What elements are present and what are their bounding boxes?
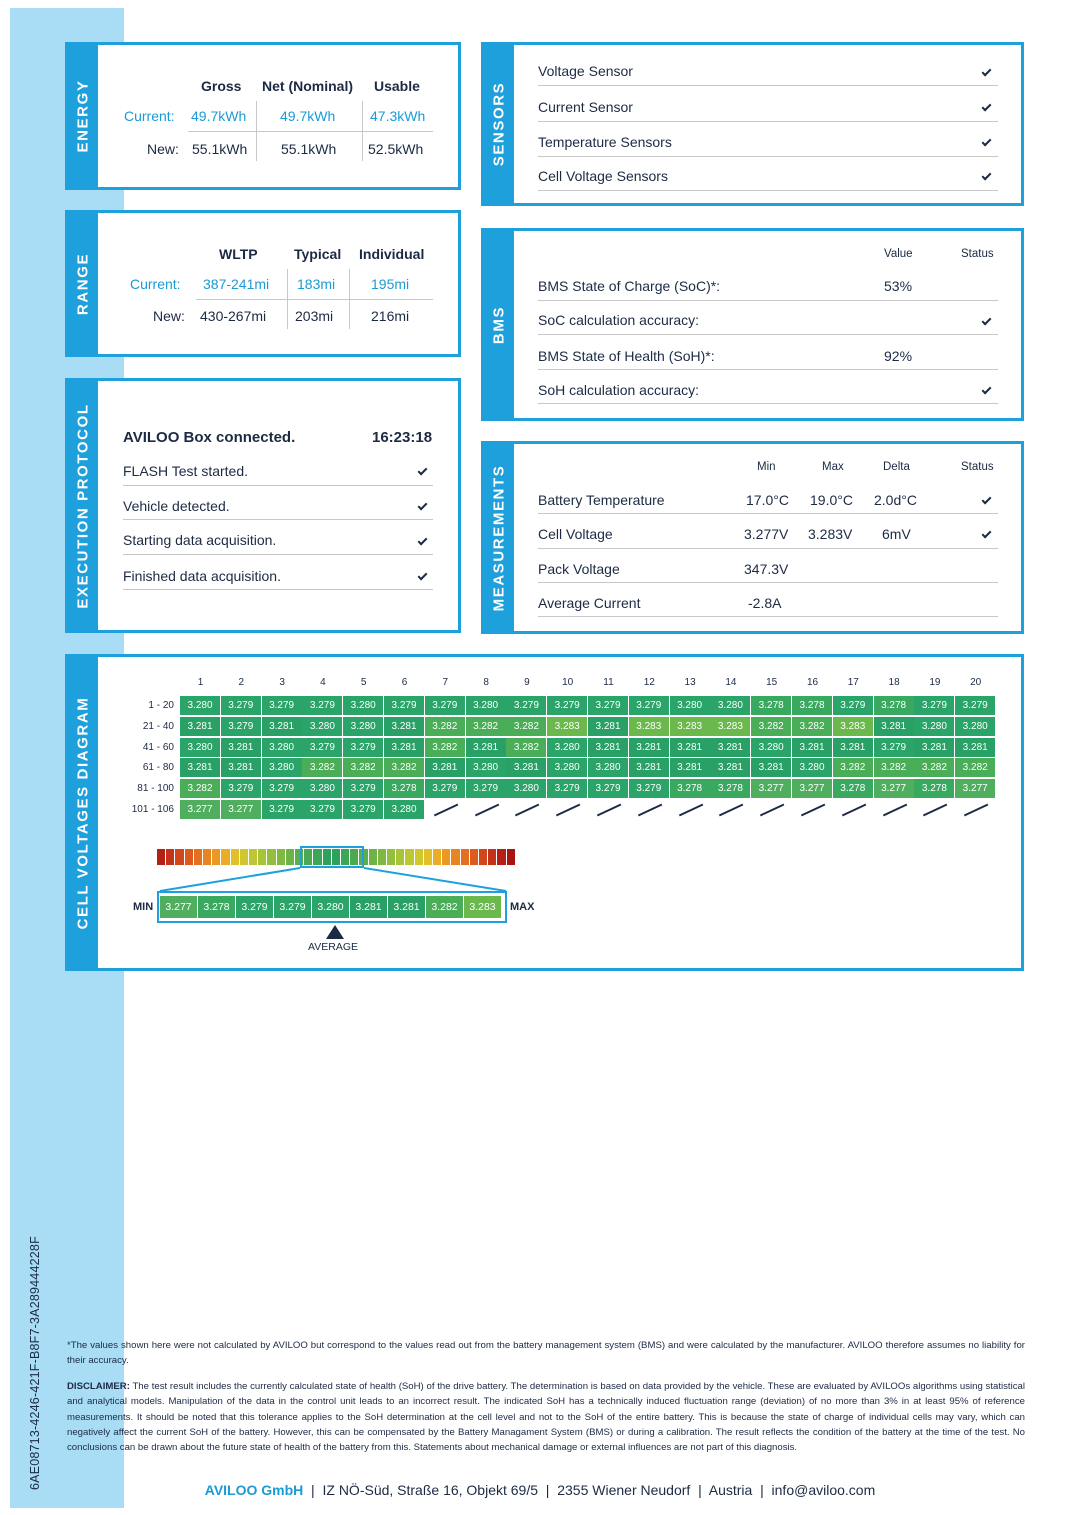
energy-header-usable: Usable — [374, 78, 420, 94]
scale-max-label: MAX — [510, 901, 535, 913]
cell-voltage: 3.278 — [710, 779, 750, 798]
check-icon — [982, 385, 992, 395]
meas-col-max: Max — [822, 461, 844, 473]
cell-voltage: 3.282 — [302, 758, 342, 777]
average-marker-icon — [326, 925, 344, 939]
cell-voltage: 3.282 — [180, 779, 220, 798]
scale-cell: 3.279 — [236, 896, 273, 918]
cell-voltage: 3.279 — [547, 696, 587, 715]
cell-voltage: 3.281 — [670, 758, 710, 777]
cell-voltage: 3.282 — [343, 758, 383, 777]
cell-voltage: 3.280 — [262, 738, 302, 757]
disclaimer-text: The test result includes the currently calculated state of health (SoH) of the drive battery. The determination is based on data provided by the vehicle. These are evaluated by AVILOOs algorithms using statistical and analytical models. Manipulation of the data in the control unit leads to an incorrect result. The indicated SoH has a technically induced fluctuation range (deviation) of no more than 3% in at least 95% of reference measurements. It should be noted that this tolerance applies to the SoH determination at the cell level and not to the SoH of the entire battery. This is because the state of charge of individual cells may vary, which can negatively affect the current SoH of the battery. However, this can be compensated by the Battery Managament System (BMS) or during a calibration. The result reflects the condition of the battery at the time of the test. No conclusions can be drawn about the future state of health of the battery from this. Statements about mechanical damage or external influences are not part of this diagnosis. — [67, 1381, 1025, 1454]
cell-voltage: 3.282 — [792, 717, 832, 736]
cell-voltage: 3.279 — [833, 696, 873, 715]
gradient-segment — [369, 849, 377, 865]
cell-voltage: 3.280 — [384, 800, 424, 819]
gradient-segment — [157, 849, 165, 865]
check-icon — [418, 571, 428, 581]
meas-row-min: 17.0°C — [746, 492, 789, 508]
cell-voltages-tab — [68, 657, 98, 968]
empty-cell-mark — [474, 804, 498, 816]
column-number: 8 — [483, 677, 489, 688]
gradient-segment — [405, 849, 413, 865]
gradient-segment — [175, 849, 183, 865]
footer-company: AVILOO GmbH — [204, 1482, 304, 1498]
cell-voltage: 3.280 — [914, 717, 954, 736]
cell-voltage: 3.280 — [792, 758, 832, 777]
meas-col-status: Status — [961, 461, 994, 473]
cell-voltage: 3.280 — [506, 779, 546, 798]
energy-new-label: New: — [147, 141, 179, 157]
range-current-typical: 183mi — [297, 276, 336, 292]
range-new-wltp: 430-267mi — [200, 308, 267, 324]
cell-voltage: 3.279 — [425, 696, 465, 715]
cell-voltage: 3.279 — [343, 779, 383, 798]
disclaimer-label: DISCLAIMER: — [67, 1381, 130, 1392]
scale-cell: 3.282 — [426, 896, 463, 918]
energy-new-gross: 55.1kWh — [192, 141, 248, 157]
gradient-segment — [249, 849, 257, 865]
cell-voltage: 3.280 — [547, 738, 587, 757]
meas-row-min: 347.3V — [744, 561, 789, 577]
range-current-individual: 195mi — [371, 276, 410, 292]
row-label: 81 - 100 — [137, 783, 174, 795]
scale-cell: 3.278 — [198, 896, 235, 918]
check-icon — [418, 466, 428, 476]
cell-voltage: 3.279 — [302, 696, 342, 715]
empty-cell-mark — [515, 804, 539, 816]
sensor-item: Voltage Sensor — [538, 63, 633, 79]
column-number: 2 — [238, 677, 245, 688]
cell-voltage: 3.280 — [670, 696, 710, 715]
cell-voltage: 3.281 — [221, 758, 261, 777]
range-divider — [196, 299, 433, 300]
protocol-connected: AVILOO Box connected. — [123, 429, 296, 446]
cell-voltage: 3.279 — [262, 800, 302, 819]
row-label: 21 - 40 — [142, 720, 174, 732]
energy-tab — [68, 45, 98, 187]
gradient-segment — [240, 849, 248, 865]
meas-row-delta: 6mV — [882, 526, 911, 542]
cell-voltage: 3.278 — [914, 779, 954, 798]
gradient-segment — [424, 849, 432, 865]
column-number: 17 — [847, 677, 859, 688]
cell-voltage: 3.279 — [343, 800, 383, 819]
gradient-segment — [166, 849, 174, 865]
cell-voltage: 3.280 — [262, 758, 302, 777]
gradient-segment — [286, 849, 294, 865]
range-panel — [65, 210, 461, 357]
cell-voltage: 3.282 — [466, 717, 506, 736]
cell-voltage: 3.282 — [914, 758, 954, 777]
cell-voltage: 3.279 — [302, 800, 342, 819]
empty-cell-mark — [842, 804, 866, 816]
cell-voltage: 3.281 — [629, 758, 669, 777]
empty-cell-mark — [719, 804, 743, 816]
bms-title: BMS — [490, 305, 508, 344]
range-current-label: Current: — [130, 276, 181, 292]
gradient-segment — [470, 849, 478, 865]
energy-new-usable: 52.5kWh — [368, 141, 424, 157]
cell-voltage: 3.279 — [588, 779, 628, 798]
empty-cell-mark — [434, 804, 458, 816]
cell-voltage: 3.279 — [914, 696, 954, 715]
cell-voltage: 3.278 — [833, 779, 873, 798]
gradient-segment — [396, 849, 404, 865]
meas-row-max: 19.0°C — [810, 492, 853, 508]
energy-header-gross: Gross — [201, 78, 242, 94]
empty-cell-mark — [760, 804, 784, 816]
cell-voltage: 3.283 — [833, 717, 873, 736]
cell-voltage: 3.280 — [302, 717, 342, 736]
cell-voltage: 3.280 — [466, 758, 506, 777]
meas-row-min: 3.277V — [744, 526, 789, 542]
cell-voltage: 3.283 — [629, 717, 669, 736]
cell-voltage: 3.279 — [588, 696, 628, 715]
protocol-step: Finished data acquisition. — [123, 568, 281, 584]
gradient-segment — [378, 849, 386, 865]
gradient-segment — [488, 849, 496, 865]
scale-cell: 3.281 — [350, 896, 387, 918]
cell-voltage: 3.279 — [466, 779, 506, 798]
protocol-step: Vehicle detected. — [123, 498, 230, 514]
empty-cell-mark — [964, 804, 988, 816]
bms-col-status: Status — [961, 248, 994, 260]
column-number: 11 — [603, 677, 614, 688]
cell-voltage: 3.279 — [302, 738, 342, 757]
column-number: 18 — [888, 677, 900, 688]
cell-voltage: 3.280 — [588, 758, 628, 777]
cell-voltage: 3.277 — [221, 800, 261, 819]
cell-voltage: 3.277 — [751, 779, 791, 798]
cell-voltage: 3.278 — [792, 696, 832, 715]
document-id: 6AE08713-4246-421F-B8F7-3A289444228F — [28, 1236, 42, 1490]
cell-voltage: 3.277 — [955, 779, 995, 798]
gradient-segment — [461, 849, 469, 865]
energy-current-label: Current: — [124, 108, 175, 124]
gradient-segment — [415, 849, 423, 865]
cell-voltage: 3.280 — [751, 738, 791, 757]
column-number: 9 — [524, 677, 530, 688]
energy-panel — [65, 42, 461, 190]
bms-row-value: 92% — [884, 348, 913, 364]
measurements-tab — [484, 444, 514, 631]
meas-row-label: Pack Voltage — [538, 561, 620, 577]
protocol-step: FLASH Test started. — [123, 463, 249, 479]
cell-voltage: 3.281 — [425, 758, 465, 777]
cell-voltage: 3.279 — [221, 696, 261, 715]
footer-city: 2355 Wiener Neudorf — [557, 1482, 691, 1498]
cell-voltage: 3.282 — [425, 738, 465, 757]
column-number: 12 — [643, 677, 655, 688]
sensor-item: Cell Voltage Sensors — [538, 168, 668, 184]
column-number: 6 — [401, 677, 408, 688]
gradient-segment — [387, 849, 395, 865]
gradient-segment — [194, 849, 202, 865]
protocol-panel — [65, 378, 461, 633]
cell-voltage: 3.279 — [874, 738, 914, 757]
energy-current-net: 49.7kWh — [280, 108, 336, 124]
energy-header-net: Net (Nominal) — [262, 78, 353, 94]
cell-voltage: 3.281 — [710, 738, 750, 757]
check-icon — [982, 102, 992, 112]
cell-voltage: 3.281 — [466, 738, 506, 757]
gradient-segment — [203, 849, 211, 865]
cell-voltage: 3.281 — [588, 717, 628, 736]
cell-voltage: 3.282 — [384, 758, 424, 777]
cell-voltage: 3.282 — [425, 717, 465, 736]
scale-cell: 3.281 — [388, 896, 425, 918]
cell-voltage: 3.279 — [262, 779, 302, 798]
meas-row-delta: 2.0d°C — [874, 492, 917, 508]
meas-row-label: Average Current — [538, 595, 641, 611]
gradient-segment — [277, 849, 285, 865]
cell-voltage: 3.279 — [629, 779, 669, 798]
cell-voltage: 3.280 — [343, 696, 383, 715]
cell-voltage: 3.280 — [343, 717, 383, 736]
footer-address: IZ NÖ-Süd, Straße 16, Objekt 69/5 — [322, 1482, 539, 1498]
scale-min-label: MIN — [133, 901, 154, 913]
meas-col-delta: Delta — [883, 461, 910, 473]
cell-voltage: 3.282 — [874, 758, 914, 777]
bms-col-value: Value — [884, 248, 913, 260]
disclaimer — [67, 1379, 1025, 1455]
column-number: 7 — [442, 677, 449, 688]
row-label: 1 - 20 — [148, 700, 174, 711]
cell-voltage: 3.281 — [180, 717, 220, 736]
empty-cell-mark — [597, 804, 621, 816]
gradient-segment — [479, 849, 487, 865]
gradient-segment — [212, 849, 220, 865]
bms-row-label: BMS State of Health (SoH)*: — [538, 348, 715, 364]
energy-title: ENERGY — [74, 79, 92, 153]
measurements-title: MEASUREMENTS — [490, 464, 508, 611]
cell-voltage: 3.280 — [466, 696, 506, 715]
row-label: 61 - 80 — [142, 762, 174, 774]
check-icon — [982, 495, 992, 505]
cell-voltage: 3.282 — [751, 717, 791, 736]
empty-cell-mark — [801, 804, 825, 816]
cell-voltage: 3.281 — [710, 758, 750, 777]
bms-row-value: 53% — [884, 278, 913, 294]
empty-cell-mark — [638, 804, 662, 816]
scale-cell: 3.283 — [464, 896, 501, 918]
cell-voltage: 3.277 — [180, 800, 220, 819]
cell-voltages-title: CELL VOLTAGES DIAGRAM — [74, 696, 92, 929]
cell-voltage: 3.281 — [792, 738, 832, 757]
gradient-segment — [221, 849, 229, 865]
range-title: RANGE — [74, 252, 92, 315]
column-number: 3 — [279, 677, 285, 688]
page-footer: AVILOO GmbH | IZ NÖ-Süd, Straße 16, Objekt 69/5 | 2355 Wiener Neudorf | Austria | info@aviloo.com — [204, 1482, 876, 1498]
cell-voltage: 3.279 — [384, 696, 424, 715]
cell-voltage: 3.279 — [547, 779, 587, 798]
bms-note: *The values shown here were not calculated by AVILOO but correspond to the values read out from the battery management system (BMS) and were calculated by the manufacturer. AVILOO therefore assumes no liability for their accuracy. — [67, 1340, 1025, 1367]
cell-voltage: 3.282 — [506, 717, 546, 736]
check-icon — [418, 536, 428, 546]
gradient-segment — [267, 849, 275, 865]
cell-voltage: 3.279 — [506, 696, 546, 715]
cell-voltage: 3.279 — [425, 779, 465, 798]
range-header-typical: Typical — [294, 246, 342, 262]
bms-panel — [481, 228, 1024, 421]
cell-voltage: 3.281 — [384, 738, 424, 757]
cell-voltage: 3.279 — [262, 696, 302, 715]
cell-voltage: 3.279 — [221, 779, 261, 798]
cell-voltage: 3.281 — [955, 738, 995, 757]
row-label: 41 - 60 — [142, 741, 174, 753]
meas-row-label: Battery Temperature — [538, 492, 665, 508]
gradient-segment — [451, 849, 459, 865]
cell-voltage: 3.281 — [384, 717, 424, 736]
cell-voltage: 3.281 — [506, 758, 546, 777]
sensors-title: SENSORS — [490, 81, 508, 167]
footer-email: info@aviloo.com — [771, 1482, 876, 1498]
gradient-segment — [185, 849, 193, 865]
meas-row-max: 3.283V — [808, 526, 853, 542]
meas-row-min: -2.8A — [748, 595, 782, 611]
empty-cell-mark — [882, 804, 906, 816]
cell-voltage: 3.278 — [384, 779, 424, 798]
bms-row-label: SoC calculation accuracy: — [538, 312, 700, 328]
scale-cell: 3.280 — [312, 896, 349, 918]
cell-voltage: 3.280 — [302, 779, 342, 798]
row-label: 101 - 106 — [131, 804, 174, 815]
cell-voltage: 3.280 — [180, 696, 220, 715]
cell-voltages-panel — [65, 654, 1024, 971]
bms-row-label: BMS State of Charge (SoC)*: — [538, 278, 721, 294]
cell-voltage: 3.278 — [874, 696, 914, 715]
column-number: 13 — [684, 677, 696, 688]
cell-voltage: 3.279 — [221, 717, 261, 736]
protocol-time: 16:23:18 — [372, 429, 433, 446]
energy-current-gross: 49.7kWh — [191, 108, 247, 124]
protocol-tab — [68, 381, 98, 630]
column-number: 20 — [970, 677, 982, 688]
energy-new-net: 55.1kWh — [281, 141, 337, 157]
column-number: 16 — [806, 677, 819, 688]
cell-voltage: 3.281 — [629, 738, 669, 757]
column-number: 19 — [929, 677, 941, 688]
cell-voltage: 3.282 — [506, 738, 546, 757]
cell-voltage: 3.281 — [751, 758, 791, 777]
cell-voltage: 3.282 — [833, 758, 873, 777]
sensors-panel — [481, 42, 1024, 206]
range-header-individual: Individual — [359, 246, 425, 262]
cell-voltage: 3.277 — [792, 779, 832, 798]
cell-voltage: 3.283 — [547, 717, 587, 736]
cell-voltage: 3.280 — [180, 738, 220, 757]
gradient-segment — [258, 849, 266, 865]
check-icon — [982, 137, 992, 147]
protocol-title: EXECUTION PROTOCOL — [74, 402, 92, 609]
cell-voltage: 3.278 — [670, 779, 710, 798]
check-icon — [982, 171, 992, 181]
gradient-segment — [442, 849, 450, 865]
cell-voltage: 3.280 — [547, 758, 587, 777]
column-number: 4 — [320, 677, 326, 688]
range-current-wltp: 387-241mi — [203, 276, 270, 292]
column-number: 15 — [766, 677, 778, 688]
column-number: 14 — [725, 677, 737, 688]
meas-row-label: Cell Voltage — [538, 526, 613, 542]
cell-voltage: 3.279 — [343, 738, 383, 757]
gradient-segment — [497, 849, 505, 865]
check-icon — [982, 316, 992, 326]
cell-voltage: 3.278 — [751, 696, 791, 715]
cell-voltage: 3.280 — [955, 717, 995, 736]
range-tab — [68, 213, 98, 354]
cell-voltage: 3.280 — [710, 696, 750, 715]
column-number: 10 — [562, 677, 574, 688]
cell-voltage: 3.279 — [955, 696, 995, 715]
measurements-panel — [481, 441, 1024, 634]
scale-cell: 3.279 — [274, 896, 311, 918]
gradient-segment — [231, 849, 239, 865]
bms-row-label: SoH calculation accuracy: — [538, 382, 700, 398]
cell-voltage: 3.281 — [833, 738, 873, 757]
energy-current-usable: 47.3kWh — [370, 108, 426, 124]
column-number: 5 — [360, 677, 367, 688]
protocol-step: Starting data acquisition. — [123, 532, 277, 548]
empty-cell-mark — [678, 804, 702, 816]
gradient-segment — [433, 849, 441, 865]
range-new-typical: 203mi — [295, 308, 334, 324]
meas-col-min: Min — [757, 461, 776, 473]
sensor-item: Temperature Sensors — [538, 134, 672, 150]
column-number: 1 — [197, 677, 204, 688]
cell-voltage: 3.281 — [262, 717, 302, 736]
cell-voltage: 3.283 — [710, 717, 750, 736]
sensor-item: Current Sensor — [538, 99, 633, 115]
range-new-label: New: — [153, 308, 185, 324]
check-icon — [982, 529, 992, 539]
range-new-individual: 216mi — [371, 308, 410, 324]
bms-tab — [484, 231, 514, 418]
empty-cell-mark — [923, 804, 947, 816]
empty-cell-mark — [556, 804, 580, 816]
footer-country: Austria — [708, 1482, 753, 1498]
cell-voltage: 3.281 — [588, 738, 628, 757]
cell-voltage: 3.283 — [670, 717, 710, 736]
check-icon — [418, 501, 428, 511]
cell-voltage: 3.282 — [955, 758, 995, 777]
cell-voltage: 3.281 — [874, 717, 914, 736]
cell-voltage: 3.279 — [629, 696, 669, 715]
range-header-wltp: WLTP — [219, 246, 258, 262]
cell-voltage: 3.281 — [914, 738, 954, 757]
cell-voltage: 3.281 — [180, 758, 220, 777]
check-icon — [982, 67, 992, 77]
average-label: AVERAGE — [308, 941, 358, 953]
sensors-tab — [484, 45, 514, 203]
cell-voltage: 3.277 — [874, 779, 914, 798]
energy-divider — [188, 131, 433, 132]
scale-cell: 3.277 — [160, 896, 197, 918]
cell-voltage: 3.281 — [670, 738, 710, 757]
gradient-segment — [507, 849, 515, 865]
cell-voltage: 3.281 — [221, 738, 261, 757]
